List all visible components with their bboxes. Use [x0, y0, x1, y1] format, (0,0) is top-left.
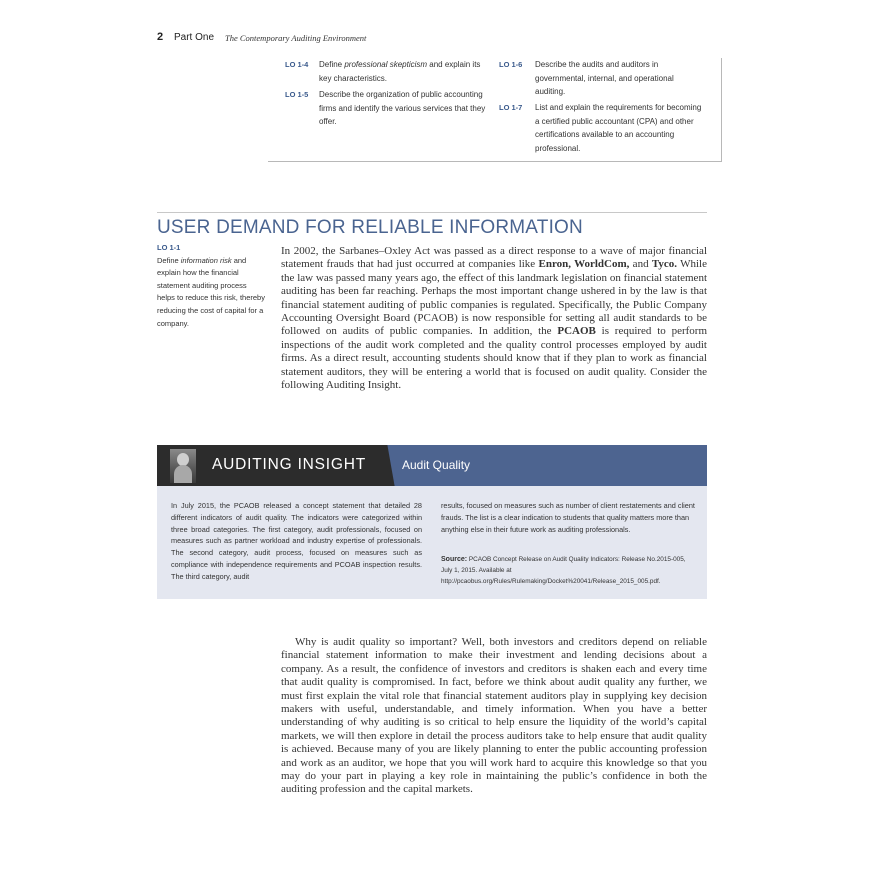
body-paragraph: In 2002, the Sarbanes–Oxley Act was passed as a direct response to a wave of major financial statement frauds that had just occurred at companies like Enron, WorldCom, and Tyco. While the law was passed many years ago, the effect of this landmark legislation on financial statement auditing has been far reaching. Perhaps the most important change ushered in by the law is that financial statement auditing of public companies is regulated. Specifically, the Public Company Accounting Oversight Board (PCAOB) is now responsible for setting all audit standards to be followed on audits of public companies. In addition, the PCAOB is required to perform inspections of the audit work completed and the quality control processes employed by audit firms. As a direct result, accounting students should know that if they plan to work as financial statement auditors, they will be entering a world that is focused on audit quality. Consider the following Auditing Insight. — [281, 245, 707, 392]
part-title: The Contemporary Auditing Environment — [225, 33, 367, 43]
lo-text: Describe the audits and auditors in governmental, internal, and operational auditing. — [535, 60, 674, 96]
auditing-insight-header — [157, 445, 707, 486]
auditing-insight-body — [157, 486, 707, 599]
lo-code: LO 1-7 — [499, 103, 523, 112]
lo-code: LO 1-6 — [499, 60, 523, 69]
margin-lo-code: LO 1-1 — [157, 243, 181, 252]
lo-text: Describe the organization of public accounting firms and identify the various services that they offer. — [319, 90, 486, 126]
learning-objectives-box — [268, 58, 722, 162]
lo-text: List and explain the requirements for becoming a certified public accountant (CPA) and other certifications available to an accounting professional. — [535, 103, 702, 153]
person-photo-icon — [170, 449, 196, 483]
section-heading: USER DEMAND FOR RELIABLE INFORMATION — [157, 217, 583, 238]
insight-column-left: In July 2015, the PCAOB released a concept statement that detailed 28 different indicators of audit quality. The indicators were categorized within three broad categories. The first category, audit professionals, focused on measures such as partner workload and industry expertise of professionals. The second category, audit process, focused on measures such as compliance with independence requirements and PCOAB inspection results. The third category, audit — [171, 501, 422, 581]
insight-source: Source: PCAOB Concept Release on Audit Quality Indicators: Release No.2015-005, July 1, 2015. Available at http://pcaobus.org/Rules/Rulemaking/Docket%20041/Release_2015_005.pdf. — [441, 556, 686, 585]
body-paragraph: Why is audit quality so important? Well, both investors and creditors depend on reliable financial statement information to make their investment and lending decisions about a company. As a result, the confidence of investors and creditors is shaken each and every time that audit quality is compromised. In fact, before we think about audit quality any further, we must first explain the vital role that financial statement auditors play in supplying key decision makers with useful, understandable, and timely information. When you have a better understanding of why auditing is so critical to help ensure the liquidity of the world’s capital markets, we will then explore in detail the process auditors take to help ensure that audit quality is achieved. Because many of you are likely planning to enter the public accounting profession and work as an auditor, we hope that you will work hard to acquire this knowledge so that you may do your part in playing a key role in maintaining the public’s confidence in both the auditing profession and the capital markets. — [281, 636, 707, 796]
insight-title: AUDITING INSIGHT — [212, 456, 367, 473]
part-label: Part One — [174, 32, 215, 43]
insight-subtitle: Audit Quality — [402, 458, 471, 472]
lo-code: LO 1-5 — [285, 90, 309, 99]
lo-text: Define professional skepticism and explain its key characteristics. — [319, 60, 481, 83]
margin-learning-objective: LO 1-1 Define information risk and explain how the financial statement auditing process helps to reduce this risk, thereby reducing the cost of capital for a company. — [157, 243, 265, 328]
page-number: 2 — [157, 31, 164, 43]
lo-code: LO 1-4 — [285, 60, 309, 69]
section-divider — [157, 212, 707, 213]
insight-column-right: results, focused on measures such as number of client restatements and client frauds. The list is a clear indication to students that quality matters more than anything else in their future work as auditing professionals. — [441, 501, 695, 534]
